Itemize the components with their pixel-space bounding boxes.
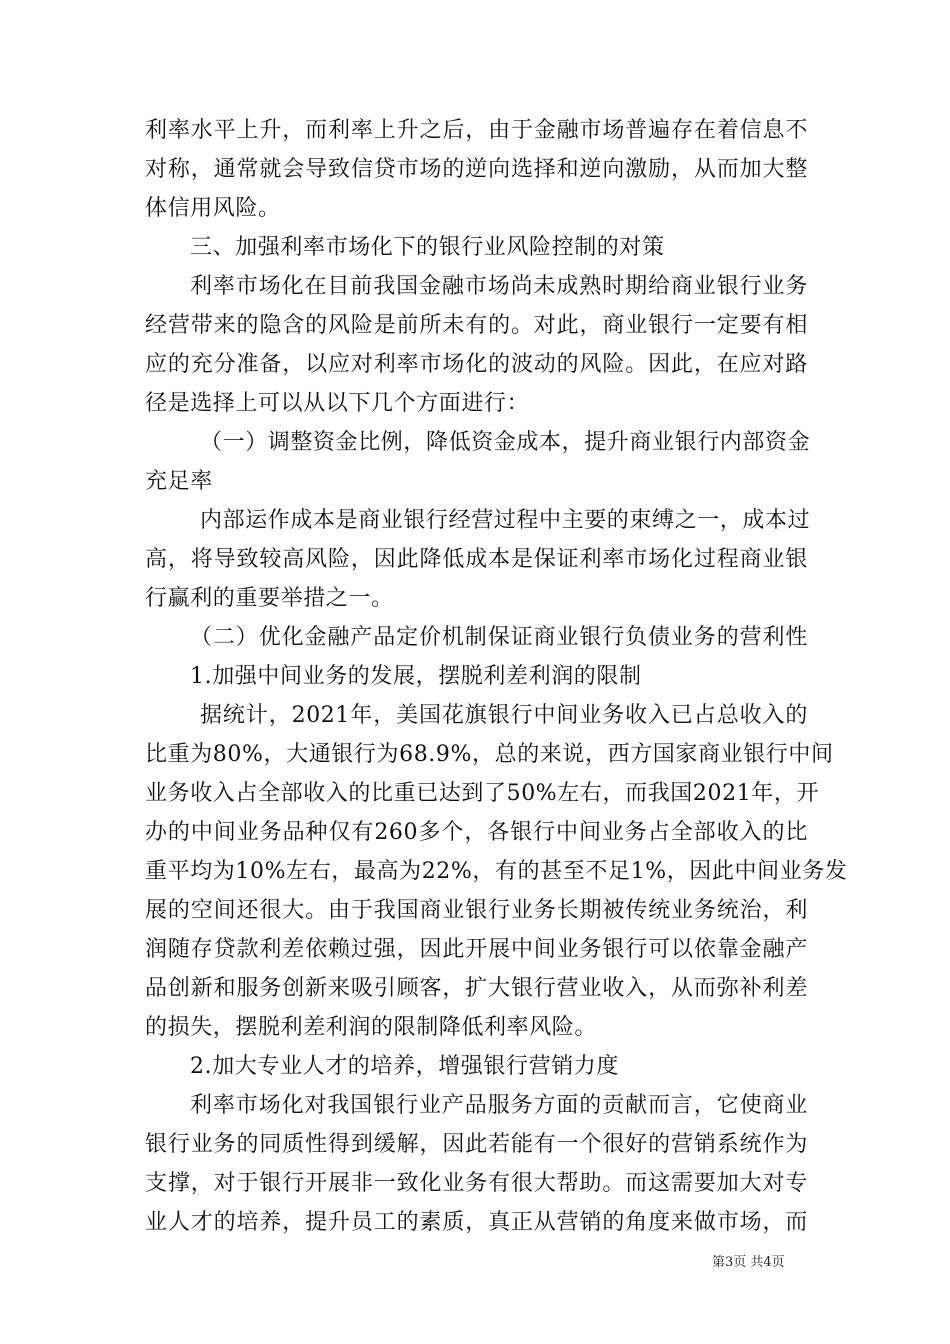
body-line: 高，将导致较高风险，因此降低成本是保证利率市场化过程商业银 bbox=[145, 547, 808, 572]
body-line: 对称，通常就会导致信贷市场的逆向选择和逆向激励，从而加大整 bbox=[145, 157, 808, 182]
section-heading: 三、加强利率市场化下的银行业风险控制的对策 bbox=[190, 235, 665, 260]
subsection-heading-continued: 充足率 bbox=[145, 469, 213, 494]
body-line: 经营带来的隐含的风险是前所未有的。对此，商业银行一定要有相 bbox=[145, 313, 808, 338]
body-line: 径是选择上可以从以下几个方面进行： bbox=[145, 391, 530, 416]
body-line: 利率市场化在目前我国金融市场尚未成熟时期给商业银行业务 bbox=[190, 274, 808, 299]
numbered-heading: 2.加大专业人才的培养，增强银行营销力度 bbox=[190, 1054, 619, 1079]
body-line: 比重为80%，大通银行为68.9%，总的来说，西方国家商业银行中间 bbox=[145, 742, 834, 767]
body-line: 重平均为10%左右，最高为22%，有的甚至不足1%，因此中间业务发 bbox=[145, 859, 848, 884]
body-line: 应的充分准备，以应对利率市场化的波动的风险。因此，在应对路 bbox=[145, 352, 808, 377]
body-line: 支撑，对于银行开展非一致化业务有很大帮助。而这需要加大对专 bbox=[145, 1171, 808, 1196]
body-line: 润随存贷款利差依赖过强，因此开展中间业务银行可以依靠金融产 bbox=[145, 937, 808, 962]
body-line: 利率市场化对我国银行业产品服务方面的贡献而言，它使商业 bbox=[190, 1093, 808, 1118]
subsection-heading: （一）调整资金比例，降低资金成本，提升商业银行内部资金 bbox=[200, 430, 811, 455]
body-line: 业务收入占全部收入的比重已达到了50%左右，而我国2021年，开 bbox=[145, 781, 820, 806]
body-line: 的损失，摆脱利差利润的限制降低利率风险。 bbox=[145, 1015, 598, 1040]
body-line: 展的空间还很大。由于我国商业银行业务长期被传统业务统治，利 bbox=[145, 898, 808, 923]
body-line: 业人才的培养，提升员工的素质，真正从营销的角度来做市场，而 bbox=[145, 1210, 808, 1235]
body-line: 利率水平上升，而利率上升之后，由于金融市场普遍存在着信息不 bbox=[145, 118, 808, 143]
subsection-heading: （二）优化金融产品定价机制保证商业银行负债业务的营利性 bbox=[190, 625, 808, 650]
body-line: 品创新和服务创新来吸引顾客，扩大银行营业收入，从而弥补利差 bbox=[145, 976, 808, 1001]
body-line: 体信用风险。 bbox=[145, 196, 281, 221]
body-line: 据统计，2021年，美国花旗银行中间业务收入已占总收入的 bbox=[200, 703, 808, 728]
body-line: 内部运作成本是商业银行经营过程中主要的束缚之一，成本过 bbox=[200, 508, 811, 533]
numbered-heading: 1.加强中间业务的发展，摆脱利差利润的限制 bbox=[190, 664, 642, 689]
body-line: 办的中间业务品种仅有260多个，各银行中间业务占全部收入的比 bbox=[145, 820, 808, 845]
body-line: 银行业务的同质性得到缓解，因此若能有一个很好的营销系统作为 bbox=[145, 1132, 808, 1157]
body-line: 行赢利的重要举措之一。 bbox=[145, 586, 394, 611]
page-number-footer: 第3页 共4页 bbox=[712, 1255, 785, 1270]
